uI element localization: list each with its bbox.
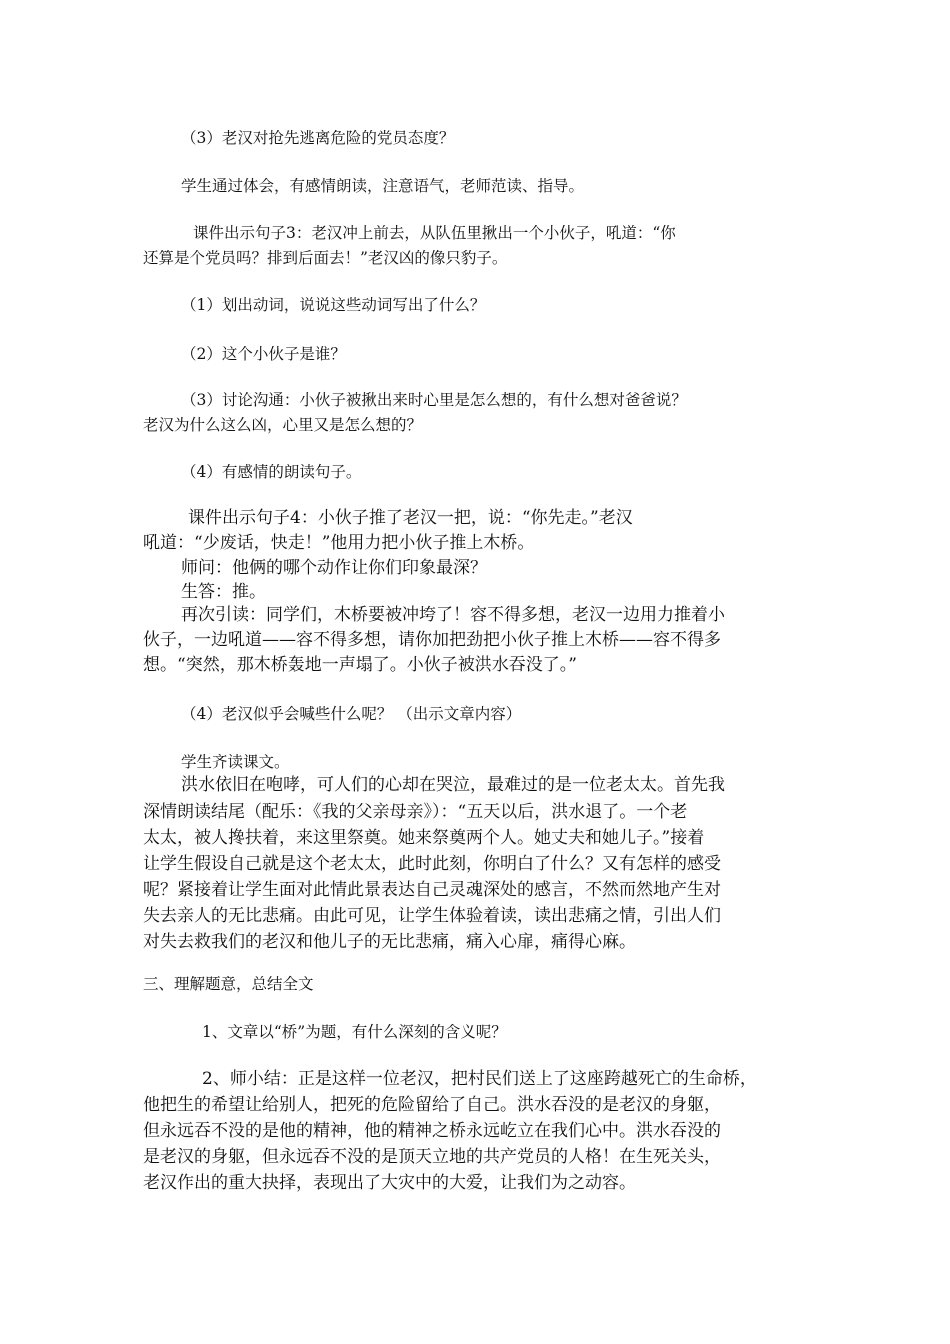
paragraph: 是老汉的身躯，但永远吞不没的是顶天立地的共产党员的人格！在生死关头，	[143, 1147, 721, 1167]
paragraph: 但永远吞不没的是他的精神，他的精神之桥永远屹立在我们心中。洪水吞没的	[143, 1121, 721, 1141]
paragraph: 洪水依旧在咆哮，可人们的心却在哭泣，最难过的是一位老太太。首先我	[181, 775, 725, 795]
paragraph: 师问：他俩的哪个动作让你们印象最深？	[181, 558, 487, 578]
paragraph: 让学生假设自己就是这个老太太，此时此刻，你明白了什么？又有怎样的感受	[143, 854, 721, 874]
paragraph: 呢？紧接着让学生面对此情此景表达自己灵魂深处的感言，不然而然地产生对	[143, 880, 721, 900]
paragraph: 吼道：“少废话，快走！”他用力把小伙子推上木桥。	[143, 533, 535, 553]
paragraph: 课件出示句子4：小伙子推了老汉一把，说：“你先走。”老汉	[188, 508, 633, 528]
question-3-discussion: （3）讨论沟通：小伙子被揪出来时心里是怎么想的，有什么想对爸爸说？	[181, 391, 687, 409]
paragraph: 失去亲人的无比悲痛。由此可见，让学生体验着读，读出悲痛之情，引出人们	[143, 906, 721, 926]
paragraph: 学生齐读课文。	[181, 753, 290, 771]
question-3: （3）老汉对抢先逃离危险的党员态度？	[181, 129, 455, 147]
paragraph: 还算是个党员吗？排到后面去！”老汉凶的像只豹子。	[143, 249, 508, 267]
list-item: 1、文章以“桥”为题，有什么深刻的含义呢？	[202, 1023, 507, 1041]
paragraph: 学生通过体会，有感情朗读，注意语气，老师范读、指导。	[181, 177, 585, 195]
paragraph: 课件出示句子3：老汉冲上前去，从队伍里揪出一个小伙子，吼道：“你	[193, 224, 676, 242]
paragraph: 对失去救我们的老汉和他儿子的无比悲痛，痛入心扉，痛得心麻。	[143, 932, 636, 952]
paragraph: 伙子，一边吼道——容不得多想，请你加把劲把小伙子推上木桥——容不得多	[143, 630, 721, 650]
list-item: 2、师小结：正是这样一位老汉，把村民们送上了这座跨越死亡的生命桥，	[202, 1069, 757, 1089]
question-1: （1）划出动词，说说这些动词写出了什么？	[181, 296, 486, 314]
paragraph: 老汉作出的重大抉择，表现出了大灾中的大爱，让我们为之动容。	[143, 1173, 636, 1193]
paragraph: 想。“突然，那木桥轰地一声塌了。小伙子被洪水吞没了。”	[143, 655, 577, 675]
paragraph: 再次引读：同学们，木桥要被冲垮了！容不得多想，老汉一边用力推着小	[181, 605, 725, 625]
question-2: （2）这个小伙子是谁？	[181, 345, 346, 363]
paragraph: 老汉为什么这么凶，心里又是怎么想的？	[143, 416, 423, 434]
paragraph: 他把生的希望让给别人，把死的危险留给了自己。洪水吞没的是老汉的身躯，	[143, 1095, 721, 1115]
paragraph: 太太，被人搀扶着，来这里祭奠。她来祭奠两个人。她丈夫和她儿子。”接着	[143, 828, 705, 848]
question-4: （4）有感情的朗读句子。	[181, 463, 362, 481]
paragraph: 生答：推。	[181, 582, 266, 602]
section-heading: 三、理解题意，总结全文	[143, 975, 314, 993]
question-4-alt: （4）老汉似乎会喊些什么呢？ （出示文章内容）	[181, 705, 522, 723]
paragraph: 深情朗读结尾（配乐：《我的父亲母亲》）：“五天以后，洪水退了。一个老	[143, 802, 688, 822]
